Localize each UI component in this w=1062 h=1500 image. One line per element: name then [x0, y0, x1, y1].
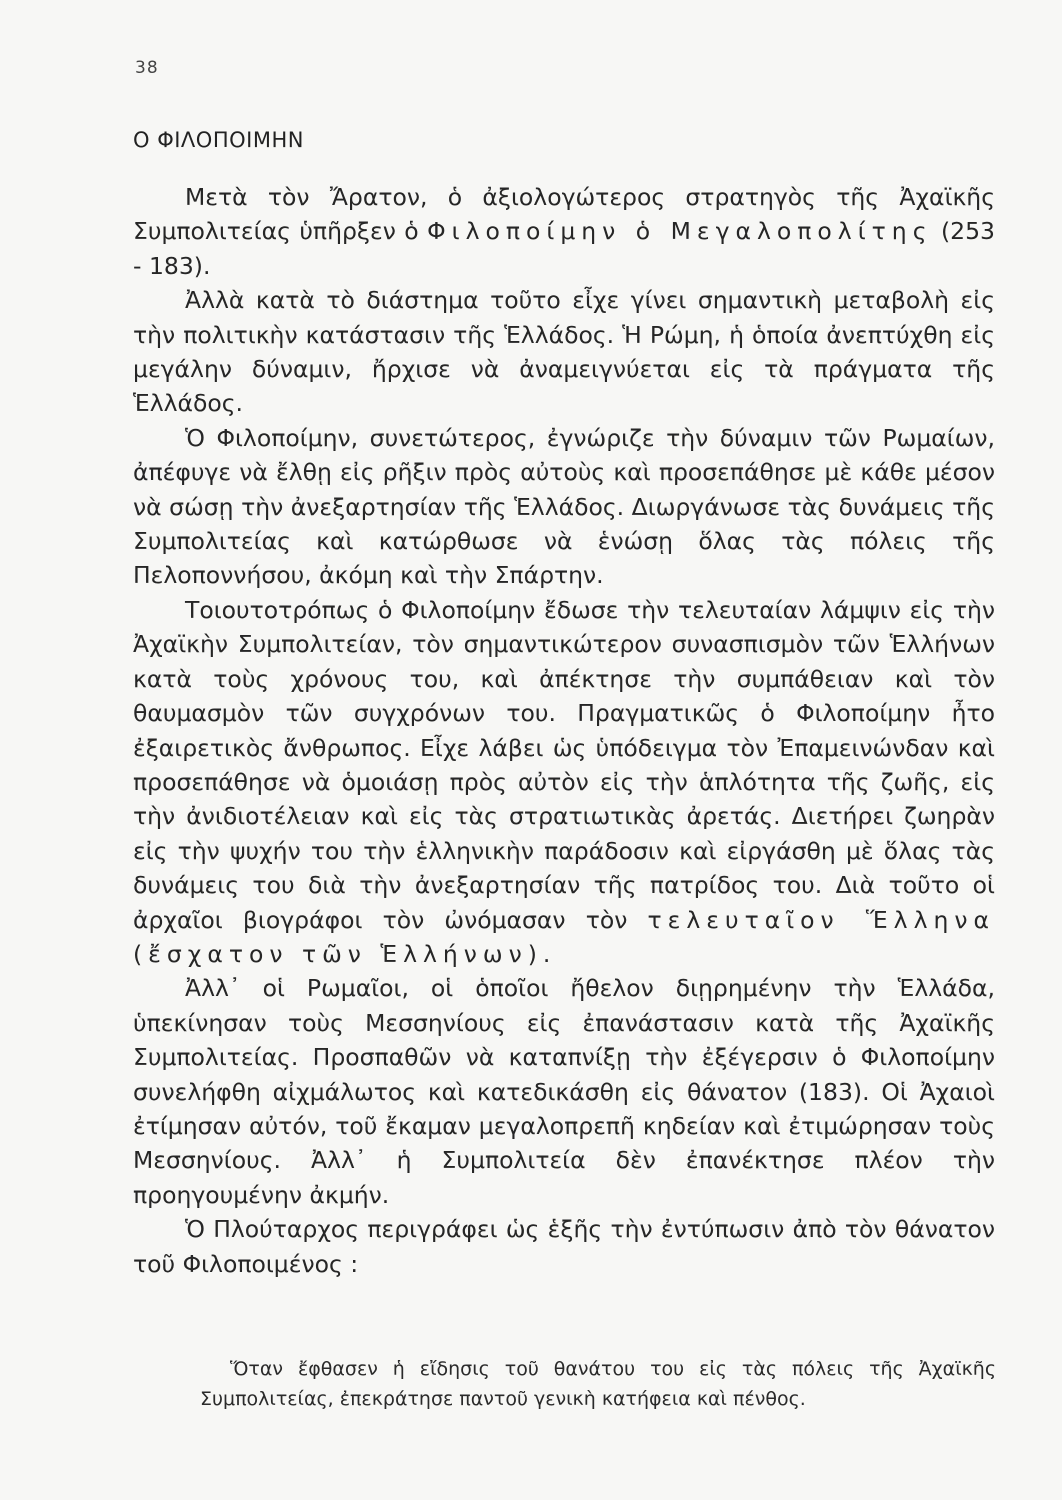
block-quote: Ὅταν ἔφθασεν ἡ εἴδησις τοῦ θανάτου του εἰς τὰς πόλεις τῆς Ἀχαϊκῆς Συμπολιτείας, ἐπεκράτησε παντοῦ γενικὴ κατήφεια καὶ πένθος.	[200, 1358, 996, 1410]
paragraph-4-spaced-name: τελευταῖον Ἕλληνα (ἔσχατον τῶν Ἑλλήνων)	[133, 905, 995, 968]
chapter-title: Ο ΦΙΛΟΠΟΙΜΗΝ	[133, 128, 304, 152]
paragraph-1-text-before: Μετὰ τὸν Ἄρατον, ὁ ἀξιολογώτερος στρατηγὸς τῆς Ἀχαϊκῆς Συμπολιτείας ὑπῆρξεν ὁ	[133, 183, 995, 246]
paragraph-1	[133, 180, 995, 283]
body-text	[133, 180, 995, 1281]
paragraph-6: Ὁ Πλούταρχος περιγράφει ὡς ἑξῆς τὴν ἐντύπωσιν ἀπὸ τὸν θάνατον τοῦ Φιλοποιμένος :	[133, 1215, 995, 1278]
paragraph-4-text-before: Τοιουτοτρόπως ὁ Φιλοποίμην ἔδωσε τὴν τελευταίαν λάμψιν εἰς τὴν Ἀχαϊκὴν Συμπολιτείαν, τὸν σημαντικώτερον συνασπισμὸν τῶν Ἑλλήνων κατὰ τοὺς χρόνους του, καὶ ἀπέκτησε τὴν συμπάθειαν καὶ τὸν θαυμασμὸν τῶν συγχρόνων του. Πραγματικῶς ὁ Φιλοποίμην ἦτο ἐξαιρετικὸς ἄνθρωπος. Εἶχε λάβει ὡς ὑπόδειγμα τὸν Ἐπαμεινώνδαν καὶ προσεπάθησε νὰ ὁμοιάσῃ πρὸς αὐτὸν εἰς τὴν ἁπλότητα τῆς ζωῆς, εἰς τὴν ἀνιδιοτέλειαν καὶ εἰς τὰς στρατιωτικὰς ἀρετάς. Διετήρει ζωηρὰν εἰς τὴν ψυχήν του τὴν ἑλληνικὴν παράδοσιν καὶ εἰργάσθη μὲ ὅλας τὰς δυνάμεις του διὰ τὴν ἀνεξαρτησίαν τῆς πατρίδος του. Διὰ τοῦτο οἱ ἀρχαῖοι βιογράφοι τὸν ὠνόμασαν τὸν	[133, 595, 995, 934]
paragraph-3: Ὁ Φιλοποίμην, συνετώτερος, ἐγνώριζε τὴν δύναμιν τῶν Ρωμαίων, ἀπέφυγε νὰ ἔλθῃ εἰς ρῆξιν πρὸς αὐτοὺς καὶ προσεπάθησε μὲ κάθε μέσον νὰ σώσῃ τὴν ἀνεξαρτησίαν τῆς Ἑλλάδος. Διωργάνωσε τὰς δυνάμεις τῆς Συμπολιτείας καὶ κατώρθωσε νὰ ἑνώσῃ ὅλας τὰς πόλεις τῆς Πελοποννήσου, ἀκόμη καὶ τὴν Σπάρτην.	[133, 423, 995, 590]
paragraph-5: Ἀλλ᾽ οἱ Ρωμαῖοι, οἱ ὁποῖοι ἤθελον διῃρημένην τὴν Ἑλλάδα, ὑπεκίνησαν τοὺς Μεσσηνίους εἰς ἐπανάστασιν κατὰ τῆς Ἀχαϊκῆς Συμπολιτείας. Προσπαθῶν νὰ καταπνίξῃ τὴν ἐξέγερσιν ὁ Φιλοποίμην συνελήφθη αἰχμάλωτος καὶ κατεδικάσθη εἰς θάνατον (183). Οἱ Ἀχαιοὶ ἐτίμησαν αὐτόν, τοῦ ἔκαμαν μεγαλοπρεπῆ κηδείαν καὶ ἐτιμώρησαν τοὺς Μεσσηνίους. Ἀλλ᾽ ἡ Συμπολιτεία δὲν ἐπανέκτησε πλέον τὴν προηγουμένην ἀκμήν.	[133, 974, 995, 1209]
page-number: 38	[135, 58, 159, 78]
paragraph-4	[133, 593, 995, 971]
paragraph-4-text-after: .	[542, 939, 551, 968]
paragraph-1-spaced-name: Φιλοποίμην ὁ Μεγαλοπολίτης	[427, 217, 933, 246]
paragraph-1-text-after: (253 - 183).	[133, 217, 995, 280]
paragraph-2: Ἀλλὰ κατὰ τὸ διάστημα τοῦτο εἶχε γίνει σημαντικὴ μεταβολὴ εἰς τὴν πολιτικὴν κατάστασιν τῆς Ἑλλάδος. Ἡ Ρώμη, ἡ ὁποία ἀνεπτύχθη εἰς μεγάλην δύναμιν, ἤρχισε νὰ ἀναμειγνύεται εἰς τὰ πράγματα τῆς Ἑλλάδος.	[133, 286, 995, 418]
